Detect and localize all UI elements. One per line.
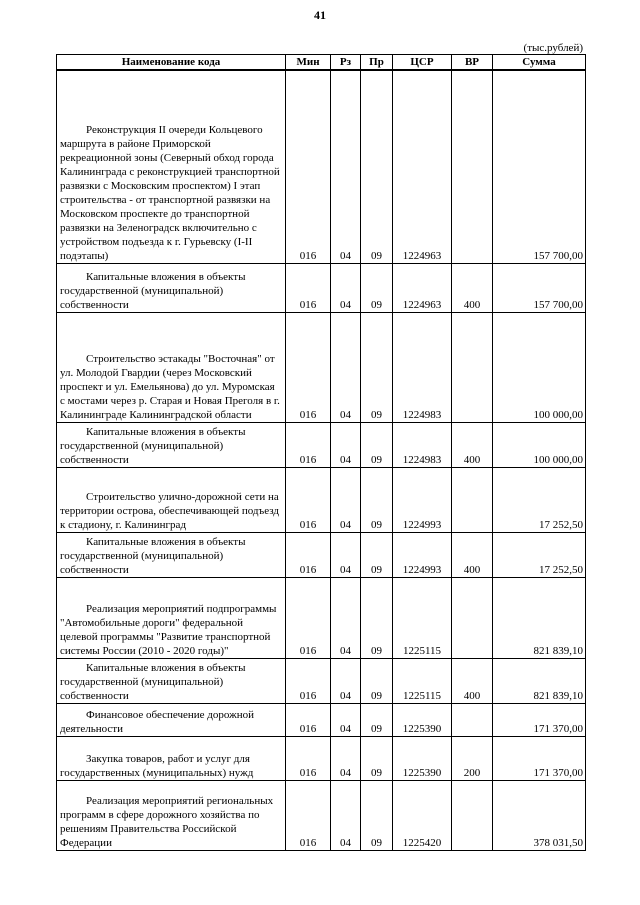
row-rz: 04	[331, 780, 361, 850]
row-min: 016	[286, 658, 331, 703]
row-min: 016	[286, 577, 331, 658]
table-row	[57, 577, 586, 658]
row-csr: 1224963	[393, 70, 452, 263]
row-min: 016	[286, 263, 331, 312]
row-sum: 171 370,00	[493, 736, 586, 780]
row-name: Строительство эстакады "Восточная" от ул. Молодой Гвардии (через Московский проспект и ул. Емельянова) до ул. Муромская с мостами через р. Старая и Новая Преголя в г. Калининграде Калининградской области	[57, 312, 286, 422]
row-csr: 1225420	[393, 780, 452, 850]
row-pr: 09	[361, 736, 393, 780]
row-vr: 200	[452, 736, 493, 780]
row-pr: 09	[361, 658, 393, 703]
row-rz: 04	[331, 658, 361, 703]
row-name: Строительство улично-дорожной сети на территории острова, обеспечивающей подъезд к стадиону, г. Калининград	[57, 467, 286, 532]
row-pr: 09	[361, 422, 393, 467]
row-sum: 157 700,00	[493, 70, 586, 263]
row-vr: 400	[452, 532, 493, 577]
row-vr	[452, 780, 493, 850]
row-sum: 17 252,50	[493, 467, 586, 532]
row-name: Капитальные вложения в объекты государственной (муниципальной) собственности	[57, 422, 286, 467]
row-pr: 09	[361, 703, 393, 736]
row-vr: 400	[452, 658, 493, 703]
row-rz: 04	[331, 703, 361, 736]
row-vr	[452, 312, 493, 422]
row-name: Закупка товаров, работ и услуг для государственных (муниципальных) нужд	[57, 736, 286, 780]
header-name: Наименование кода	[57, 55, 286, 71]
row-csr: 1224983	[393, 422, 452, 467]
row-name: Реализация мероприятий подпрограммы "Автомобильные дороги" федеральной целевой программы "Развитие транспортной системы России (2010 - 2020 годы)"	[57, 577, 286, 658]
row-min: 016	[286, 70, 331, 263]
row-rz: 04	[331, 263, 361, 312]
row-sum: 100 000,00	[493, 312, 586, 422]
header-sum: Сумма	[493, 55, 586, 71]
header-min: Мин	[286, 55, 331, 71]
row-sum: 17 252,50	[493, 532, 586, 577]
row-csr: 1225115	[393, 577, 452, 658]
row-sum: 157 700,00	[493, 263, 586, 312]
header-csr: ЦСР	[393, 55, 452, 71]
row-min: 016	[286, 422, 331, 467]
row-vr	[452, 577, 493, 658]
table-row	[57, 312, 586, 422]
row-rz: 04	[331, 532, 361, 577]
row-min: 016	[286, 736, 331, 780]
row-csr: 1224993	[393, 532, 452, 577]
row-csr: 1225390	[393, 703, 452, 736]
row-vr	[452, 703, 493, 736]
row-vr	[452, 70, 493, 263]
table-row	[57, 467, 586, 532]
row-sum: 100 000,00	[493, 422, 586, 467]
row-vr: 400	[452, 263, 493, 312]
row-min: 016	[286, 532, 331, 577]
row-name: Капитальные вложения в объекты государственной (муниципальной) собственности	[57, 263, 286, 312]
row-rz: 04	[331, 577, 361, 658]
row-name: Капитальные вложения в объекты государственной (муниципальной) собственности	[57, 658, 286, 703]
row-pr: 09	[361, 312, 393, 422]
row-sum: 171 370,00	[493, 703, 586, 736]
row-rz: 04	[331, 70, 361, 263]
header-vr: ВР	[452, 55, 493, 71]
row-pr: 09	[361, 577, 393, 658]
row-csr: 1224993	[393, 467, 452, 532]
row-vr: 400	[452, 422, 493, 467]
page-number: 41	[314, 8, 326, 22]
row-sum: 821 839,10	[493, 577, 586, 658]
row-min: 016	[286, 312, 331, 422]
row-csr: 1224963	[393, 263, 452, 312]
row-csr: 1225115	[393, 658, 452, 703]
table-row	[57, 658, 586, 703]
header-rz: Рз	[331, 55, 361, 71]
row-min: 016	[286, 703, 331, 736]
table-row	[57, 70, 586, 263]
row-min: 016	[286, 780, 331, 850]
table-row	[57, 263, 586, 312]
row-csr: 1225390	[393, 736, 452, 780]
row-csr: 1224983	[393, 312, 452, 422]
row-pr: 09	[361, 532, 393, 577]
row-pr: 09	[361, 780, 393, 850]
row-pr: 09	[361, 467, 393, 532]
table-row	[57, 703, 586, 736]
row-name: Реконструкция II очереди Кольцевого маршрута в районе Приморской рекреационной зоны (Северный обход города Калининграда с реконструкцией транспортной развязки с Московским проспектом) I этап строительства - от транспортной развязки на Московском проспекте до транспортной развязки на Зеленоградск включительно с устройством подъезда к г. Гурьевску (I-II подэтапы)	[57, 70, 286, 263]
row-pr: 09	[361, 70, 393, 263]
row-pr: 09	[361, 263, 393, 312]
row-rz: 04	[331, 422, 361, 467]
row-name: Капитальные вложения в объекты государственной (муниципальной) собственности	[57, 532, 286, 577]
row-rz: 04	[331, 736, 361, 780]
row-min: 016	[286, 467, 331, 532]
budget-table	[56, 54, 586, 851]
row-rz: 04	[331, 312, 361, 422]
row-vr	[452, 467, 493, 532]
table-header-row	[57, 55, 586, 71]
row-sum: 378 031,50	[493, 780, 586, 850]
row-name: Финансовое обеспечение дорожной деятельности	[57, 703, 286, 736]
table-row	[57, 780, 586, 850]
row-rz: 04	[331, 467, 361, 532]
table-row	[57, 422, 586, 467]
units-label: (тыс.рублей)	[523, 42, 583, 54]
table-row	[57, 736, 586, 780]
header-pr: Пр	[361, 55, 393, 71]
row-name: Реализация мероприятий региональных программ в сфере дорожного хозяйства по решениям Правительства Российской Федерации	[57, 780, 286, 850]
row-sum: 821 839,10	[493, 658, 586, 703]
table-row	[57, 532, 586, 577]
